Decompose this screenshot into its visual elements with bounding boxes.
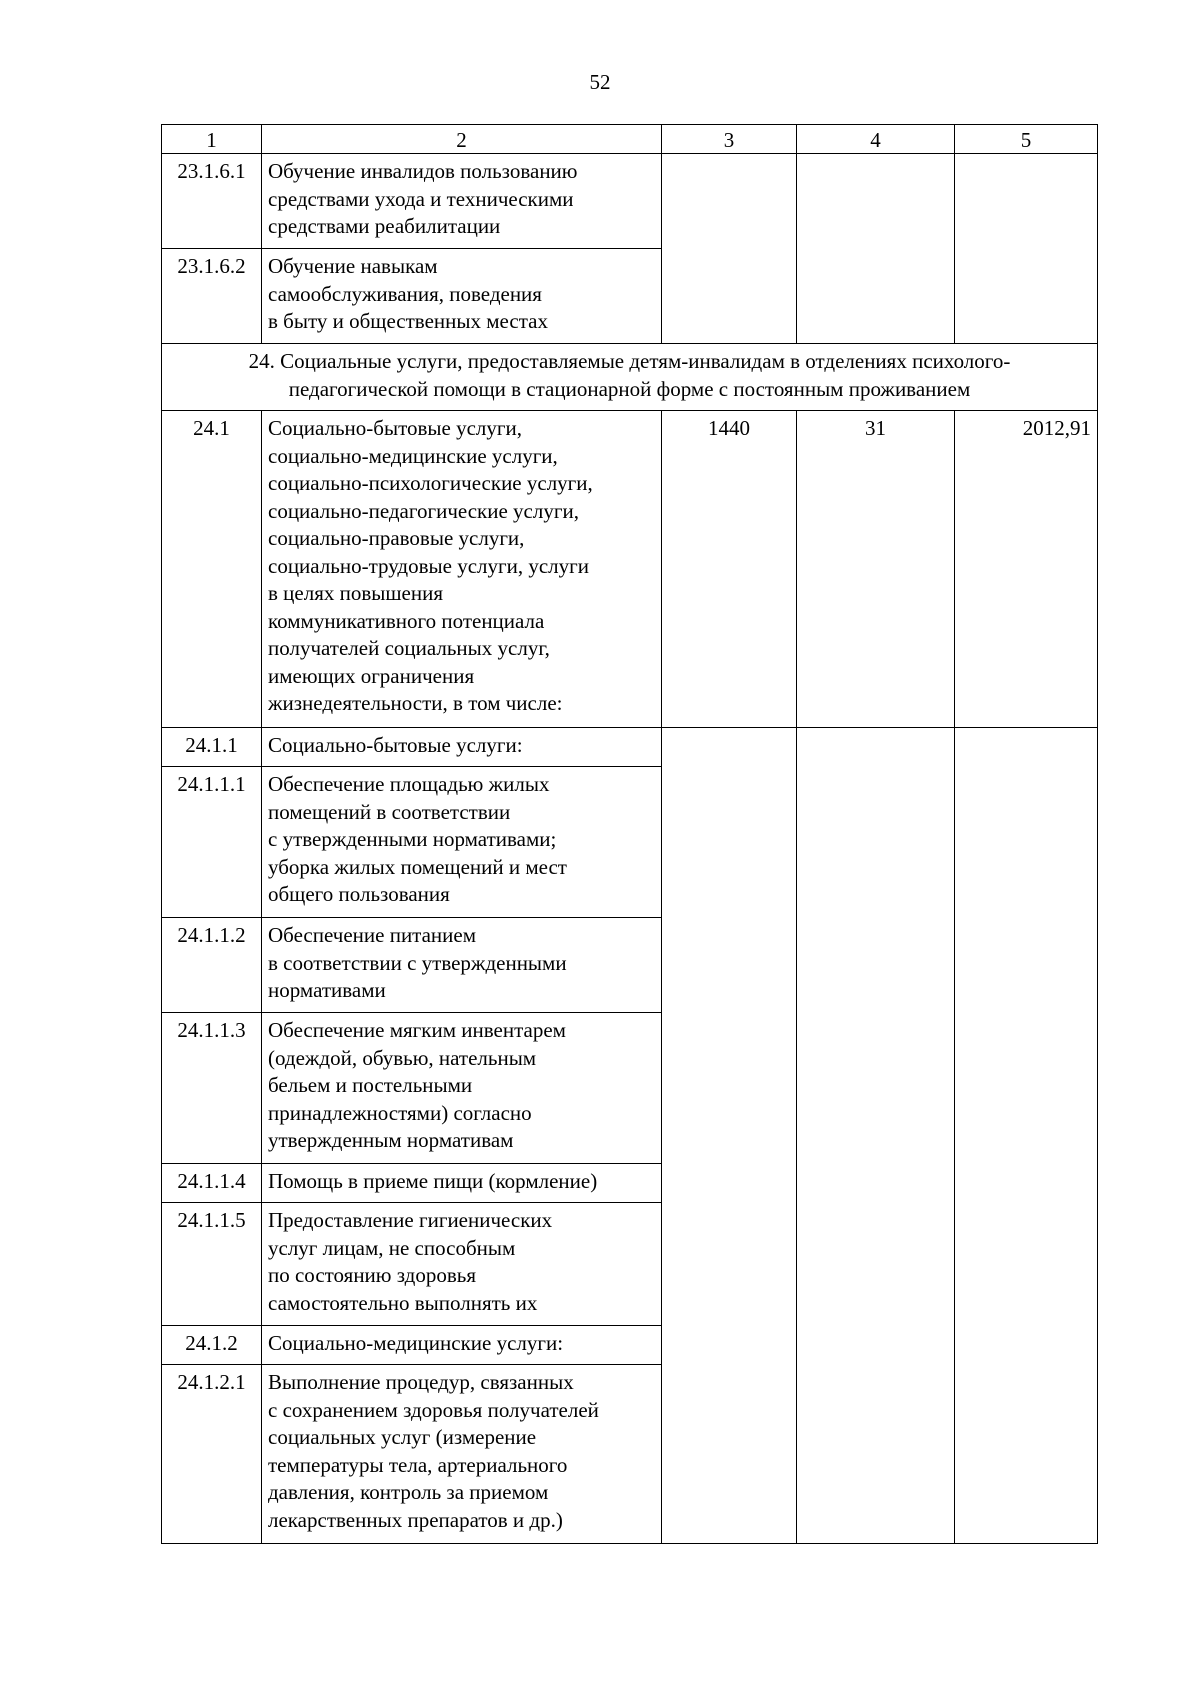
row-number: 23.1.6.1	[162, 154, 262, 249]
empty-cell	[662, 728, 797, 1544]
empty-cell	[955, 154, 1098, 344]
row-number: 24.1.2.1	[162, 1365, 262, 1544]
row-description: Социально-бытовые услуги, социально-медицинские услуги, социально-психологические услуги, социально-педагогические услуги, социально-правовые услуги, социально-трудовые услуги, услуги в целях повышения коммуникативного потенциала получателей социальных услуг, имеющих ограничения жизнедеятельности, в том числе:	[262, 411, 662, 728]
table-row	[162, 411, 1098, 728]
table-header-row	[162, 125, 1098, 154]
value-col3: 1440	[662, 411, 797, 728]
empty-cell	[797, 154, 955, 344]
row-number: 24.1.1.3	[162, 1013, 262, 1164]
row-description: Обучение инвалидов пользованию средствами ухода и техническими средствами реабилитации	[262, 154, 662, 249]
value-col4: 31	[797, 411, 955, 728]
header-cell-3: 3	[662, 125, 797, 154]
header-cell-5: 5	[955, 125, 1098, 154]
header-cell-4: 4	[797, 125, 955, 154]
row-description: Предоставление гигиенических услуг лицам, не способным по состоянию здоровья самостоятельно выполнять их	[262, 1203, 662, 1326]
row-number: 24.1.1.4	[162, 1164, 262, 1203]
row-number: 24.1.1	[162, 728, 262, 767]
empty-cell	[955, 728, 1098, 1544]
row-number: 24.1.1.5	[162, 1203, 262, 1326]
section-row	[162, 344, 1098, 411]
row-description: Обеспечение площадью жилых помещений в соответствии с утвержденными нормативами; уборка жилых помещений и мест общего пользования	[262, 767, 662, 918]
row-description: Обучение навыкам самообслуживания, поведения в быту и общественных местах	[262, 249, 662, 344]
header-cell-1: 1	[162, 125, 262, 154]
row-number: 24.1.1.2	[162, 918, 262, 1013]
row-description: Выполнение процедур, связанных с сохранением здоровья получателей социальных услуг (измерение температуры тела, артериального давления, контроль за приемом лекарственных препаратов и др.)	[262, 1365, 662, 1544]
row-number: 24.1.1.1	[162, 767, 262, 918]
row-description: Социально-бытовые услуги:	[262, 728, 662, 767]
header-cell-2: 2	[262, 125, 662, 154]
page-number: 52	[589, 70, 611, 94]
row-description: Социально-медицинские услуги:	[262, 1326, 662, 1365]
row-description: Обеспечение питанием в соответствии с утвержденными нормативами	[262, 918, 662, 1013]
row-number: 23.1.6.2	[162, 249, 262, 344]
services-table	[161, 124, 1098, 1544]
row-number: 24.1	[162, 411, 262, 728]
section-title: 24. Социальные услуги, предоставляемые детям-инвалидам в отделениях психолого- педагогической помощи в стационарной форме с постоянным проживанием	[162, 344, 1098, 411]
value-col5: 2012,91	[955, 411, 1098, 728]
row-description: Помощь в приеме пищи (кормление)	[262, 1164, 662, 1203]
table-row	[162, 154, 1098, 249]
table-row	[162, 728, 1098, 767]
empty-cell	[662, 154, 797, 344]
empty-cell	[797, 728, 955, 1544]
row-description: Обеспечение мягким инвентарем (одеждой, обувью, нательным бельем и постельными принадлежностями) согласно утвержденным нормативам	[262, 1013, 662, 1164]
row-number: 24.1.2	[162, 1326, 262, 1365]
